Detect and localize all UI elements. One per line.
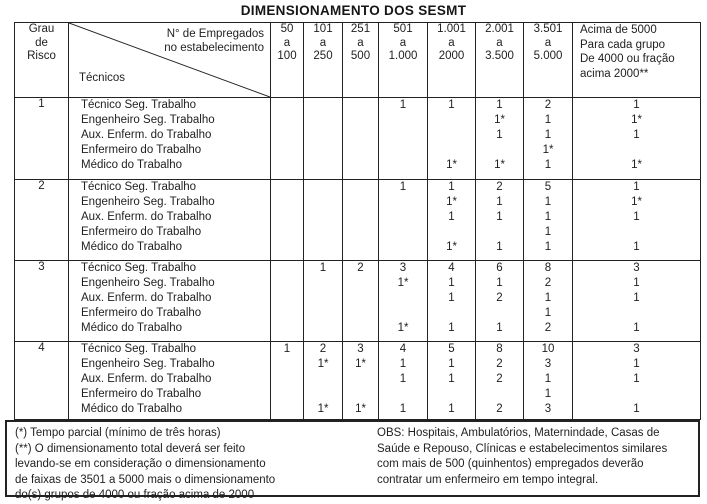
value-line: 2 <box>496 358 503 370</box>
footnotes-box <box>5 420 700 501</box>
value-line <box>379 143 427 158</box>
value-line <box>379 240 427 255</box>
value-line: 1 <box>496 99 503 111</box>
value-cell <box>271 342 304 420</box>
value-line <box>343 128 378 143</box>
value-line: 1 <box>448 277 455 289</box>
value-cell <box>524 342 573 420</box>
value-line: 1 <box>544 211 552 223</box>
value-line: 5 <box>448 343 455 355</box>
header-text: 500 <box>350 50 371 62</box>
value-line <box>271 113 303 128</box>
obs-line: com mais de 500 (quinhentos) empregados deverão <box>377 458 644 470</box>
header-range-2001-3500 <box>476 23 524 98</box>
value-line: 1 <box>496 196 503 208</box>
value-line <box>304 240 342 255</box>
value-line: 1 <box>399 373 407 385</box>
value-line <box>304 225 342 240</box>
value-line: 2 <box>496 373 503 385</box>
header-text: 1.001 <box>437 23 466 35</box>
value-line: 1 <box>544 114 552 126</box>
header-text: no estabelecimento <box>164 42 264 54</box>
value-line: 1 <box>448 211 455 223</box>
value-line: 1* <box>317 358 329 370</box>
value-line: 1 <box>633 277 640 289</box>
value-line <box>379 306 427 321</box>
value-line: 4 <box>399 343 407 355</box>
value-line <box>271 261 303 276</box>
value-line: 1* <box>355 403 366 415</box>
value-line <box>304 143 342 158</box>
tecnico-label: Médico do Trabalho <box>81 159 183 171</box>
value-line <box>271 143 303 158</box>
header-text: 1.000 <box>388 50 418 62</box>
value-line <box>304 128 342 143</box>
tecnicos-cell <box>69 342 271 420</box>
header-text: 251 <box>350 23 371 35</box>
value-line: 4 <box>448 262 455 274</box>
value-line: 8 <box>496 343 503 355</box>
value-line: 1 <box>633 322 640 334</box>
value-line: 1* <box>397 277 409 289</box>
value-line: 1 <box>633 181 640 193</box>
value-line <box>304 306 342 321</box>
tecnicos-cell <box>69 261 271 342</box>
value-line <box>476 143 523 158</box>
tecnicos-cell <box>69 180 271 261</box>
value-line: 1 <box>633 99 640 111</box>
obs-line: OBS: Hospitais, Ambulatórios, Maternindade, Casas de <box>377 427 660 439</box>
grau-risco-value: 3 <box>15 261 69 342</box>
value-line <box>343 225 378 240</box>
footnote-line: do(s) grupos de 4000 ou fração acima de 2000 <box>15 489 255 501</box>
value-line <box>304 158 342 173</box>
header-text: Para cada grupo <box>580 38 666 51</box>
header-text: 250 <box>313 50 333 62</box>
value-line <box>379 225 427 240</box>
grau-row-4 <box>15 342 701 420</box>
footnote-line: (*) Tempo parcial (mínimo de três horas) <box>15 427 221 439</box>
tecnico-label: Enfermeiro do Trabalho <box>81 226 202 238</box>
value-line: 1 <box>283 343 291 355</box>
value-line: 1 <box>399 358 407 370</box>
value-line <box>343 387 378 402</box>
value-line: 1* <box>631 196 642 208</box>
footnote-line: de faixas de 3501 a 5000 mais o dimensionamento <box>15 473 276 486</box>
tecnico-label: Aux. Enferm. do Trabalho <box>81 211 212 223</box>
tecnico-label: Engenheiro Seg. Trabalho <box>81 196 215 208</box>
value-line: 3 <box>633 343 640 355</box>
value-line <box>304 195 342 210</box>
tecnico-label: Enfermeiro do Trabalho <box>81 388 202 400</box>
tecnico-label: Técnico Seg. Trabalho <box>81 343 197 355</box>
table-body <box>15 98 701 420</box>
value-line: 1 <box>544 388 552 400</box>
value-line: 1 <box>448 322 455 334</box>
value-line: 2 <box>496 181 503 193</box>
value-line: 1 <box>319 262 327 274</box>
value-cell <box>343 261 379 342</box>
value-line <box>573 306 700 321</box>
value-line <box>271 98 303 113</box>
header-acima-5000 <box>573 23 701 98</box>
grau-risco-value: 2 <box>15 180 69 261</box>
value-line <box>379 387 427 402</box>
value-line <box>304 291 342 306</box>
value-cell <box>476 261 524 342</box>
header-text: 3.501 <box>533 23 563 35</box>
value-cell <box>428 261 476 342</box>
value-line <box>379 113 427 128</box>
header-range-101-250 <box>304 23 343 98</box>
value-line: 1 <box>496 322 503 334</box>
header-row <box>15 23 701 98</box>
value-line: 1 <box>633 292 640 304</box>
value-line: 1 <box>496 129 503 141</box>
tecnico-label: Médico do Trabalho <box>81 322 183 334</box>
value-line <box>428 306 475 321</box>
header-text: 3.500 <box>485 50 514 62</box>
tecnico-label: Engenheiro Seg. Trabalho <box>81 358 215 370</box>
value-line <box>271 225 303 240</box>
value-line: 1* <box>397 322 409 334</box>
value-line <box>304 387 342 402</box>
value-line <box>379 128 427 143</box>
value-line <box>271 291 303 306</box>
header-empregados-label <box>164 27 264 55</box>
value-line: 3 <box>544 358 552 370</box>
value-cell <box>379 98 428 180</box>
value-line <box>343 306 378 321</box>
header-range-251-500 <box>343 23 379 98</box>
value-line: 3 <box>544 403 552 415</box>
value-cell <box>379 261 428 342</box>
footnote-line: (**) O dimensionamento total deverá ser feito <box>15 442 246 455</box>
value-line <box>343 321 378 336</box>
value-cell <box>379 180 428 261</box>
value-line <box>271 402 303 417</box>
value-line <box>304 321 342 336</box>
tecnico-label: Enfermeiro do Trabalho <box>81 144 202 156</box>
header-text: de <box>35 36 48 49</box>
header-range-1001-2000 <box>428 23 476 98</box>
value-line <box>304 210 342 225</box>
value-line <box>343 210 378 225</box>
header-range-501-1000 <box>379 23 428 98</box>
header-text: De 4000 ou fração <box>580 53 675 65</box>
header-text: a <box>544 36 552 49</box>
value-line: 5 <box>544 181 552 193</box>
value-line <box>304 98 342 113</box>
value-cell <box>573 98 701 180</box>
value-cell <box>271 180 304 261</box>
tecnico-label: Técnico Seg. Trabalho <box>81 99 197 111</box>
tecnico-label: Aux. Enferm. do Trabalho <box>81 373 212 385</box>
value-line: 1 <box>544 129 552 141</box>
value-line: 2 <box>544 99 552 111</box>
value-cell <box>343 180 379 261</box>
tecnico-label: Técnico Seg. Trabalho <box>81 181 197 193</box>
header-grau-de-risco <box>15 23 69 98</box>
value-line: 1 <box>544 226 552 238</box>
value-line <box>304 180 342 195</box>
header-text: N° de Empregados <box>166 28 264 40</box>
value-line: 1 <box>633 211 640 223</box>
tecnicos-cell <box>69 98 271 180</box>
header-text: 101 <box>313 23 333 35</box>
value-line <box>428 387 475 402</box>
value-line: 1* <box>542 144 554 156</box>
value-line: 1* <box>494 114 505 126</box>
value-line: 1 <box>448 181 455 193</box>
value-line <box>476 306 523 321</box>
value-line <box>379 210 427 225</box>
header-text: 5.000 <box>533 50 563 62</box>
value-cell <box>524 261 573 342</box>
value-cell <box>428 342 476 420</box>
value-line: 1 <box>496 277 503 289</box>
value-line: 1 <box>544 292 552 304</box>
header-text: Acima de 5000 <box>580 24 657 36</box>
value-line: 1 <box>399 99 407 111</box>
value-line <box>304 276 342 291</box>
value-line: 1 <box>633 129 640 141</box>
value-cell <box>573 261 701 342</box>
value-line: 1 <box>448 403 455 415</box>
value-line: 3 <box>399 262 407 274</box>
value-cell <box>343 342 379 420</box>
value-line: 1 <box>544 373 552 385</box>
value-line: 2 <box>544 322 552 334</box>
header-text: a <box>496 36 503 49</box>
value-line: 1 <box>544 159 552 171</box>
value-line: 1 <box>496 241 503 253</box>
value-line: 1 <box>448 373 455 385</box>
value-line <box>343 143 378 158</box>
value-line: 3 <box>357 343 364 355</box>
value-line <box>343 276 378 291</box>
header-text: a <box>283 36 291 49</box>
value-line <box>271 276 303 291</box>
page-title: DIMENSIONAMENTO DOS SESMT <box>240 3 467 18</box>
value-line <box>428 113 475 128</box>
tecnico-label: Aux. Enferm. do Trabalho <box>81 129 212 141</box>
header-text: 100 <box>277 50 297 62</box>
value-line <box>271 321 303 336</box>
value-cell <box>428 180 476 261</box>
value-cell <box>379 342 428 420</box>
grau-row-3 <box>15 261 701 342</box>
value-line <box>343 240 378 255</box>
value-line <box>271 158 303 173</box>
value-line <box>271 180 303 195</box>
value-line <box>271 240 303 255</box>
value-cell <box>524 180 573 261</box>
obs-line: contratar um enfermeiro em tempo integral. <box>377 473 599 486</box>
value-line <box>343 113 378 128</box>
header-range-3501-5000 <box>524 23 573 98</box>
grau-risco-value: 4 <box>15 342 69 420</box>
value-line <box>343 180 378 195</box>
value-line: 1 <box>448 99 455 111</box>
header-text: a <box>399 36 407 49</box>
value-line: 1* <box>631 114 642 126</box>
header-text: acima 2000** <box>580 67 649 80</box>
value-cell <box>428 98 476 180</box>
value-line: 1 <box>448 358 455 370</box>
obs-block <box>377 426 667 488</box>
value-line <box>304 113 342 128</box>
value-line: 10 <box>541 343 555 355</box>
value-line: 1 <box>544 307 552 319</box>
value-line: 1* <box>317 403 329 415</box>
value-line: 1* <box>446 196 457 208</box>
value-line <box>379 158 427 173</box>
tecnico-label: Engenheiro Seg. Trabalho <box>81 114 215 126</box>
tecnico-label: Técnico Seg. Trabalho <box>81 262 197 274</box>
value-line <box>271 387 303 402</box>
value-line: 1 <box>448 292 455 304</box>
value-line: 1* <box>446 241 457 253</box>
value-line <box>271 306 303 321</box>
footnote-line: levando-se em consideração o dimensionamento <box>15 458 266 470</box>
value-line <box>343 372 378 387</box>
value-cell <box>304 342 343 420</box>
value-line: 1 <box>399 403 407 415</box>
value-line <box>428 225 475 240</box>
value-line: 1 <box>496 211 503 223</box>
value-line <box>304 372 342 387</box>
tecnico-label: Engenheiro Seg. Trabalho <box>81 277 215 289</box>
grau-row-2 <box>15 180 701 261</box>
value-line <box>476 387 523 402</box>
value-line: 3 <box>633 262 640 274</box>
value-cell <box>304 180 343 261</box>
value-line: 2 <box>496 403 503 415</box>
grau-row-1 <box>15 98 701 180</box>
value-line: 8 <box>544 262 552 274</box>
footnote-block <box>15 426 275 504</box>
tecnico-label: Médico do Trabalho <box>81 403 183 415</box>
value-line <box>343 291 378 306</box>
value-line: 1 <box>544 196 552 208</box>
header-text: Grau <box>28 23 55 35</box>
value-line: 1 <box>633 358 640 370</box>
value-line <box>379 195 427 210</box>
value-line <box>271 210 303 225</box>
header-text: a <box>448 36 455 49</box>
value-line: 6 <box>496 262 503 274</box>
tecnico-label: Aux. Enferm. do Trabalho <box>81 292 212 304</box>
value-line <box>343 158 378 173</box>
header-text: 50 <box>280 23 294 35</box>
value-line: 1 <box>633 373 640 385</box>
value-line <box>379 291 427 306</box>
header-text: 2.001 <box>485 23 514 35</box>
value-line <box>271 128 303 143</box>
header-text: 2000 <box>438 50 465 62</box>
value-line <box>343 195 378 210</box>
value-cell <box>304 98 343 180</box>
header-tecnicos-label: Técnicos <box>79 72 126 84</box>
value-line: 1 <box>399 181 407 193</box>
value-line <box>573 387 700 402</box>
header-text: Risco <box>27 50 56 62</box>
value-cell <box>573 342 701 420</box>
value-line: 2 <box>544 277 552 289</box>
value-line <box>476 225 523 240</box>
value-line <box>573 225 700 240</box>
value-line: 1* <box>446 159 457 171</box>
value-cell <box>304 261 343 342</box>
value-line <box>271 195 303 210</box>
header-text: a <box>357 36 364 49</box>
value-cell <box>271 261 304 342</box>
value-line <box>428 143 475 158</box>
value-line: 1* <box>494 159 505 171</box>
value-line: 1 <box>633 241 640 253</box>
value-line <box>343 98 378 113</box>
header-text: 501 <box>393 23 413 35</box>
header-corner-cell <box>69 23 271 98</box>
sesmt-table <box>14 22 701 420</box>
value-line: 1 <box>633 403 640 415</box>
value-line: 2 <box>319 343 327 355</box>
header-range-50-100 <box>271 23 304 98</box>
value-line <box>271 357 303 372</box>
value-line: 1* <box>631 159 642 171</box>
tecnico-label: Médico do Trabalho <box>81 241 183 253</box>
value-line <box>271 372 303 387</box>
value-line: 1* <box>355 358 366 370</box>
value-cell <box>476 342 524 420</box>
value-cell <box>476 180 524 261</box>
value-cell <box>476 98 524 180</box>
value-line <box>573 143 700 158</box>
value-cell <box>271 98 304 180</box>
value-line: 2 <box>496 292 503 304</box>
value-cell <box>573 180 701 261</box>
obs-line: Saúde e Repouso, Clínicas e estabelecimentos similares <box>377 442 668 455</box>
value-cell <box>524 98 573 180</box>
value-line: 2 <box>357 262 364 274</box>
value-line <box>428 128 475 143</box>
header-text: a <box>319 36 327 49</box>
tecnico-label: Enfermeiro do Trabalho <box>81 307 202 319</box>
value-line: 1 <box>544 241 552 253</box>
grau-risco-value: 1 <box>15 98 69 180</box>
value-cell <box>343 98 379 180</box>
